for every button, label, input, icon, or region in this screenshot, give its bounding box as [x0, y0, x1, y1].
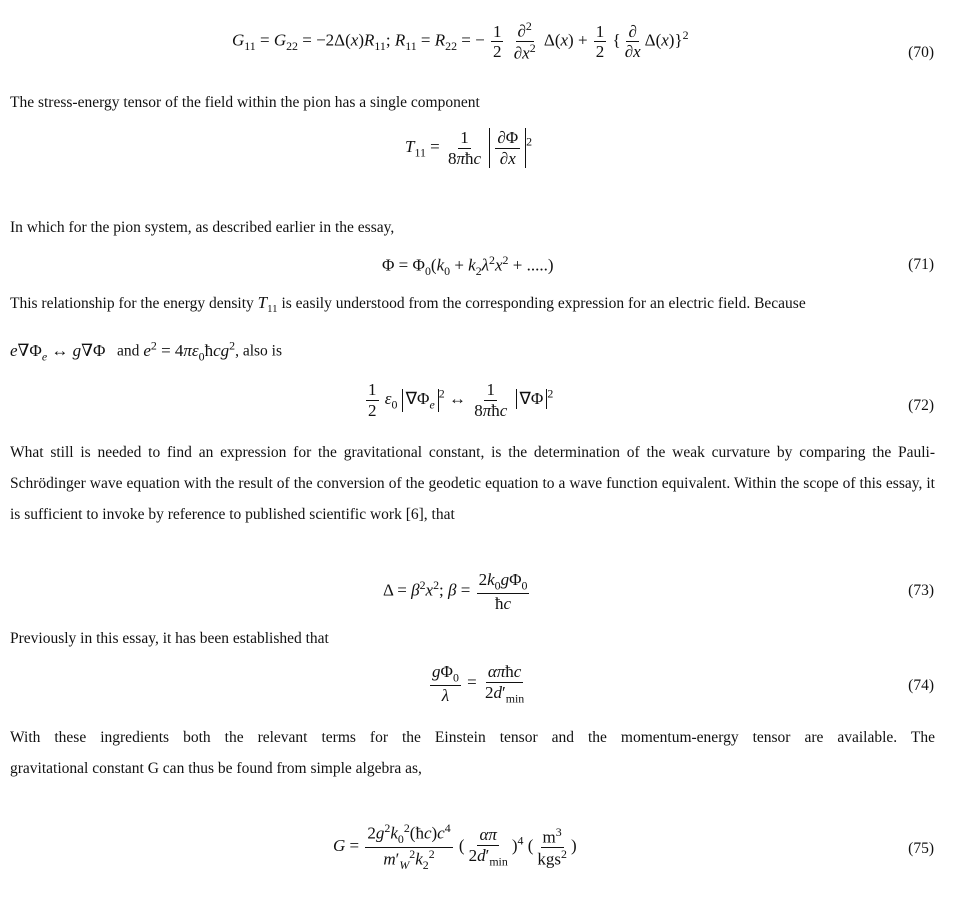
- equation-73: $\Delta = \beta^2x^2$; β = $\frac{2k_0g\Phi_0}{ħc}$: [383, 570, 528, 614]
- paragraph-7-line-1: With these ingredients both the relevant terms for the Einstein tensor and the momentum-energy tensor are available. The: [10, 729, 935, 746]
- paragraph-3: This relationship for the energy density $T_{11}$ is easily understood from the corresponding expression for an electric field. Because: [10, 293, 806, 316]
- equation-number-73: (73): [908, 582, 934, 599]
- equation-number-71: (71): [908, 256, 934, 273]
- equation-number-72: (72): [908, 397, 934, 414]
- paragraph-2: In which for the pion system, as described earlier in the essay,: [10, 219, 395, 236]
- paragraph-4-text: also is: [242, 342, 283, 360]
- equation-70: $G_{11} = G_{22} = -2\Delta(x)R_{11}$; $R_{11} = R_{22}$ = − $\frac{1}{2}$ $\frac{\partial^2}{\partial x^2}$ Δ(x) + $\frac{1}{2}$ { $\frac{\partial}{\partial x}$ Δ(x)}$^2$: [232, 19, 689, 63]
- paragraph-3-start: This relationship for the energy density: [10, 295, 254, 312]
- paragraph-1: The stress-energy tensor of the field within the pion has a single component: [10, 94, 480, 111]
- paragraph-3-end: is easily understood from the corresponding expression for an electric field. Because: [281, 295, 806, 312]
- equation-t11: $T_{11}$ = $\frac{1}{\text{8πħc}}$ $\frac{\partial\Phi}{\partial x}$ $^2$: [405, 128, 533, 168]
- paragraph-7-line-2: [10, 753, 935, 784]
- equation-number-74: (74): [908, 677, 934, 694]
- paragraph-7-line-2-text: gravitational constant G can thus be found from simple algebra as,: [10, 760, 422, 777]
- equation-74: $\frac{g\Phi_0}{\lambda}$ = $\frac{\text{απħc}}{2d'_{min}}$: [432, 662, 525, 706]
- paragraph-4: $e\nabla\Phi_e$ ↔ g∇Φ and $e^2$ = $4\pi\varepsilon_0ħcg^2$, also is: [10, 338, 283, 364]
- equation-72: $\frac{1}{2}$ $\varepsilon_0$ $\nabla\Phi_e^2$ ↔ $\frac{1}{\text{8πħc}}$ ∇Φ $^2$: [368, 380, 554, 420]
- equation-number-70: (70): [908, 44, 934, 61]
- paragraph-5: What still is needed to find an expression for the gravitational constant, is the determination of the weak curvature by comparing the Pauli-Schrödinger wave equation with the result of the conversion of the geodetic equation to a wave function equivalent. Within the scope of this essay, it is sufficient to invoke by reference to published scientific work [6], that: [10, 444, 935, 523]
- equation-75: G = $\frac{2g^2k_0^2(ħc)c^4}{m'_W^2k_2^2}$ ( $\frac{\alpha\pi}{2d'_{min}}$ )$^4$ ( $\frac{m^3}{kgs^2}$ ): [333, 821, 577, 872]
- paragraph-6: Previously in this essay, it has been established that: [10, 630, 329, 647]
- equation-number-75: (75): [908, 840, 934, 857]
- equation-71: $\Phi = \Phi_0(k_0 + k_2\lambda^2x^2$ + .....): [382, 253, 554, 279]
